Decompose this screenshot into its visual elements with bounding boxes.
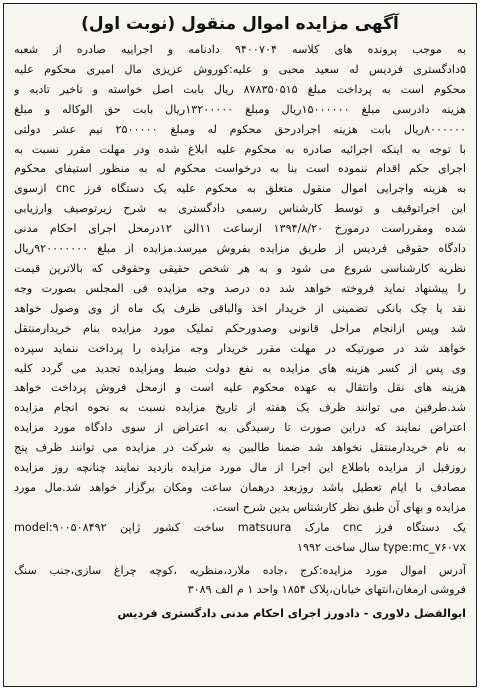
body-line: با توجه به اینکه اجرائیه صادره به محکوم علیه ابلاغ شده ودر مهلت مقرر نسبت به bbox=[14, 142, 466, 156]
body-line: اجرای حکم اقدام ننموده است بنا به درخواست محکوم له به منظور استیفای محکوم bbox=[14, 162, 466, 176]
body-line: هزینه های نقل وانتقال به عهده محکوم علیه است و ازمحل فروش پرداخت خواهد bbox=[14, 381, 466, 395]
body-line: روزقبل از مزایده باطلاع این اجرا از مال مورد مزایده بازدید نمایند چنانچه روز مزایده bbox=[14, 461, 466, 475]
body-line: مصادف با ایام تعطیل باشد روزبعد درهمان ساعت ومکان برگزار خواهد شد.مال مورد bbox=[14, 480, 466, 494]
body-line: ۵دادگستری فردیس له سعید محبی و علیه:کوروش عزیزی مال امیری محکوم علیه bbox=[14, 62, 466, 76]
body-line: شد وپس ازانجام مراحل قانونی وصدورحکم تملیک مورد مزایده بنام خریدارمنتقل bbox=[14, 321, 466, 335]
body-line: نظریه کارشناسی شروع می شود و به هر شخص حقیقی وحقوقی که بالاترین قیمت bbox=[14, 261, 466, 275]
body-line: شده ومقرراست درمورخ ۱۳۹۴/۸/۲۰ ازساعت ۱۱الی ۱۲درمحل اجرای احکام مدنی bbox=[14, 222, 466, 236]
body-line: به هزینه واجرایی اموال منقول متعلق به محکوم علیه یک دستگاه فرز cnc ازسوی bbox=[14, 182, 466, 196]
item-description bbox=[14, 518, 466, 558]
signature: ابوالفضل دلاوری - دادورز اجرای احکام مدنی دادگستری فردیس bbox=[117, 607, 466, 621]
item-address bbox=[14, 561, 466, 601]
body-line: این اجراتوقیف و توسط کارشناس رسمی دادگستری به شرح زیرتوصیف وارزیابی bbox=[14, 202, 466, 216]
item-line: type:mc_۷۶۰vx سال ساخت ۱۹۹۲ bbox=[297, 540, 466, 554]
body-line: نقد یا چک بانکی تضمینی از خریدار اخذ والباقی ظرف یک ماه از وی وصول خواهد bbox=[14, 301, 466, 315]
item-line: یک دستگاه فرز cnc مارک matsuura ساخت کشور ژاپن model:۹۰۰۵۰۸۴۹۲ bbox=[14, 520, 466, 534]
notice-body bbox=[14, 40, 466, 518]
address-line: فروشی ارمغان،انتهای خیابان،پلاک ۱۸۵۴ واحد ۱ م الف ۳۰۸۹ bbox=[187, 583, 466, 597]
notice-title: آگهی مزایده اموال منقول (نوبت اول) bbox=[81, 14, 399, 34]
body-line: ۸۰۰۰۰۰۰ریال بابت هزینه اجرادرحق محکوم له ومبلغ ۲۵۰۰۰۰۰ نیم عشر دولتی bbox=[14, 122, 466, 136]
notice-frame bbox=[3, 3, 477, 687]
body-line: به موجب پرونده های کلاسه ۹۴۰۰۷۰۴ دادنامه و اجراییه صادره از شعبه bbox=[14, 43, 466, 56]
body-line: اعتراض نمایند که دراین صورت تا رسیدگی به اعتراض از سوی دادگاه مورد مزایده bbox=[14, 421, 466, 435]
body-line: را پیشنهاد نماید فروخته خواهد شد ده درصد وجه مزایده فی المجلس بصورت وجه bbox=[14, 281, 466, 295]
body-line: مزایده و بهای آن طبق نظر کارشناس بدین شرح است. bbox=[212, 500, 466, 514]
body-line: خواهد شد در صورتیکه در مهلت مقرر خریدار وجه مزایده را پرداخت ننماید سپرده bbox=[14, 341, 466, 355]
body-line: به نام خریدارمنتقل نخواهد شد ضمنا طالبین به شرکت در مزایده می توانند ظرف پنج bbox=[14, 441, 466, 455]
address-line: آدرس اموال مورد مزایده:کرج ،جاده ملارد،منظریه ،کوچه چراغ سازی،جنب سنگ bbox=[14, 563, 466, 577]
body-line: محکوم است به پرداخت مبلغ ۸۷۸۳۵۰۵۱۵ ریال بابت اصل خواسته و تاخیر تادیه و bbox=[14, 82, 466, 96]
body-line: شد.طرفین می توانند ظرف یک هفته از تاریخ مزایده نسبت به نحوه انجام مزایده bbox=[14, 401, 466, 415]
body-line: دادگاه حقوقی فردیس از طریق مزایده بفروش میرسد.مزایده از مبلغ ۹۲۰۰۰۰۰۰۰ریال bbox=[14, 242, 466, 256]
body-line: هزینه دادرسی مبلغ ۱۵۰۰۰۰۰۰ریال ومبلغ ۱۳۲۰۰۰۰۰ریال بابت حق الوکاله و مبلغ bbox=[14, 102, 466, 116]
notice-content bbox=[14, 10, 466, 680]
body-line: وی پس از کسر هزینه های مزایده به نفع دولت ضبط ومزایده تجدید می گردد کلیه bbox=[14, 361, 466, 375]
